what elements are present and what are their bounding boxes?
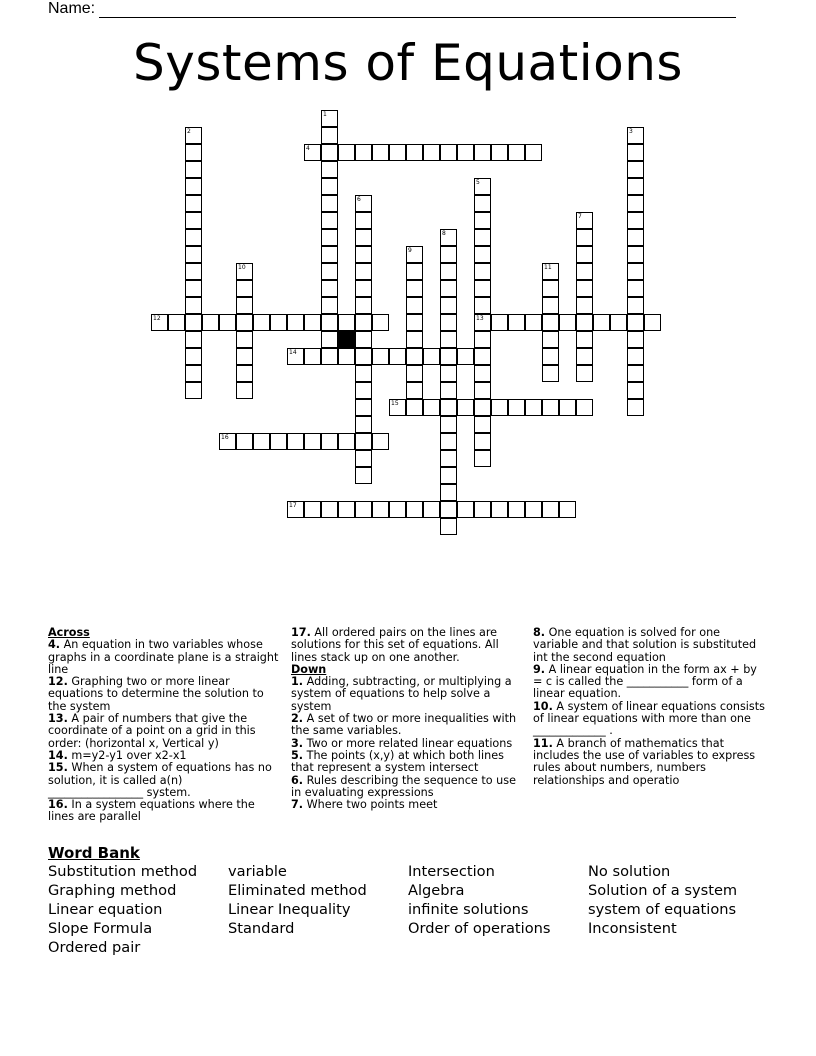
puzzle-cell[interactable]: [457, 501, 474, 518]
puzzle-cell[interactable]: [440, 484, 457, 501]
puzzle-cell[interactable]: [304, 348, 321, 365]
clue-across-12: 12. Graphing two or more linear equations to determine the solution to the system: [48, 675, 264, 713]
word-bank-column-4: [588, 862, 737, 938]
puzzle-cell[interactable]: [236, 331, 253, 348]
clue-number: 16: [221, 434, 229, 441]
puzzle-cell[interactable]: [440, 246, 457, 263]
puzzle-cell[interactable]: [355, 246, 372, 263]
puzzle-cell[interactable]: [474, 450, 491, 467]
puzzle-cell[interactable]: [355, 433, 372, 450]
puzzle-cell[interactable]: [321, 297, 338, 314]
down-heading: Down: [291, 662, 327, 676]
puzzle-cell[interactable]: [423, 348, 440, 365]
puzzle-cell[interactable]: [270, 314, 287, 331]
clue-across-14: 14. m=y2-y1 over x2-x1: [48, 748, 187, 762]
puzzle-cell[interactable]: [287, 348, 304, 365]
puzzle-cell[interactable]: [389, 348, 406, 365]
clue-number: 11: [544, 264, 552, 271]
puzzle-cell[interactable]: [508, 501, 525, 518]
clue-number: 3: [629, 128, 633, 135]
puzzle-cell[interactable]: [474, 297, 491, 314]
puzzle-cell[interactable]: [236, 314, 253, 331]
puzzle-cell[interactable]: [440, 144, 457, 161]
puzzle-cell[interactable]: [287, 433, 304, 450]
puzzle-cell[interactable]: [321, 127, 338, 144]
clue-down-2: 2. A set of two or more inequalities with the same variables.: [291, 712, 517, 738]
clue-number: 10: [238, 264, 246, 271]
clue-down-5: 5. The points (x,y) at which both lines that represent a system intersect: [291, 748, 504, 775]
puzzle-cell[interactable]: [355, 195, 372, 212]
puzzle-cell[interactable]: [185, 127, 202, 144]
puzzle-cell[interactable]: [389, 399, 406, 416]
clue-across-13: 13. A pair of numbers that give the coordinate of a point on a grid in this order: (horizontal x, Vertical y): [48, 712, 256, 750]
puzzle-cell[interactable]: [627, 161, 644, 178]
puzzle-cell[interactable]: [372, 314, 389, 331]
puzzle-cell[interactable]: [474, 433, 491, 450]
puzzle-cell[interactable]: [185, 297, 202, 314]
puzzle-cell[interactable]: [627, 195, 644, 212]
clue-down-10: 10. A system of linear equations consists of linear equations with more than one _____________ .: [533, 699, 765, 738]
puzzle-cell[interactable]: [355, 365, 372, 382]
clue-number: 12: [153, 315, 161, 322]
puzzle-cell[interactable]: [627, 331, 644, 348]
puzzle-cell[interactable]: [576, 348, 593, 365]
puzzle-cell[interactable]: [355, 331, 372, 348]
puzzle-cell[interactable]: [151, 314, 168, 331]
puzzle-cell[interactable]: [491, 144, 508, 161]
puzzle-cell[interactable]: [542, 399, 559, 416]
puzzle-cell[interactable]: [321, 246, 338, 263]
puzzle-cell[interactable]: [185, 365, 202, 382]
word-bank-item: Substitution method: [48, 863, 198, 880]
puzzle-cell[interactable]: [525, 399, 542, 416]
puzzle-cell[interactable]: [321, 161, 338, 178]
puzzle-cell[interactable]: [355, 212, 372, 229]
clues-column-3: [533, 627, 765, 787]
word-bank-item: Ordered pair: [48, 939, 141, 956]
clue-number: 4: [306, 145, 310, 152]
clue-number: 2: [187, 128, 191, 135]
puzzle-cell[interactable]: [338, 314, 355, 331]
puzzle-cell[interactable]: [627, 144, 644, 161]
puzzle-cell[interactable]: [304, 314, 321, 331]
word-bank-column-1: [48, 862, 197, 957]
puzzle-cell[interactable]: [253, 433, 270, 450]
word-bank-item: Inconsistent: [588, 920, 677, 937]
puzzle-cell[interactable]: [406, 399, 423, 416]
word-bank-title: Word Bank: [48, 844, 140, 862]
word-bank-item: infinite solutions: [408, 901, 529, 918]
puzzle-cell[interactable]: [627, 399, 644, 416]
clue-number: 14: [289, 349, 297, 356]
puzzle-cell[interactable]: [576, 399, 593, 416]
puzzle-cell[interactable]: [185, 212, 202, 229]
puzzle-cell[interactable]: [440, 382, 457, 399]
puzzle-cell[interactable]: [474, 331, 491, 348]
puzzle-cell[interactable]: [321, 331, 338, 348]
puzzle-cell[interactable]: [440, 365, 457, 382]
puzzle-cell[interactable]: [355, 348, 372, 365]
puzzle-cell[interactable]: [559, 314, 576, 331]
word-bank-item: Standard: [228, 920, 295, 937]
puzzle-cell[interactable]: [508, 399, 525, 416]
word-bank-item: Linear Inequality: [228, 901, 351, 918]
puzzle-cell[interactable]: [406, 331, 423, 348]
puzzle-cell[interactable]: [355, 229, 372, 246]
clue-number: 1: [323, 111, 327, 118]
puzzle-cell[interactable]: [355, 382, 372, 399]
puzzle-cell[interactable]: [474, 212, 491, 229]
puzzle-cell[interactable]: [321, 229, 338, 246]
puzzle-cell[interactable]: [321, 212, 338, 229]
puzzle-cell[interactable]: [236, 348, 253, 365]
puzzle-cell[interactable]: [474, 501, 491, 518]
puzzle-cell[interactable]: [474, 416, 491, 433]
puzzle-cell[interactable]: [219, 433, 236, 450]
puzzle-cell[interactable]: [542, 297, 559, 314]
puzzle-cell[interactable]: [185, 314, 202, 331]
puzzle-cell[interactable]: [627, 365, 644, 382]
puzzle-cell[interactable]: [389, 144, 406, 161]
puzzle-cell[interactable]: [474, 178, 491, 195]
word-bank-item: Solution of a system: [588, 882, 738, 899]
puzzle-cell[interactable]: [627, 263, 644, 280]
puzzle-cell[interactable]: [525, 501, 542, 518]
clues-column-1: [48, 627, 280, 824]
clue-number: 6: [357, 196, 361, 203]
puzzle-cell[interactable]: [219, 314, 236, 331]
puzzle-cell[interactable]: [355, 501, 372, 518]
puzzle-cell[interactable]: [474, 348, 491, 365]
puzzle-cell[interactable]: [576, 314, 593, 331]
across-heading: Across: [48, 626, 90, 639]
puzzle-cell[interactable]: [576, 229, 593, 246]
word-bank-item: Slope Formula: [48, 920, 153, 937]
puzzle-cell[interactable]: [185, 382, 202, 399]
puzzle-cell[interactable]: [440, 467, 457, 484]
word-bank-item: No solution: [588, 863, 671, 880]
puzzle-cell[interactable]: [474, 399, 491, 416]
puzzle-cell[interactable]: [236, 382, 253, 399]
puzzle-cell[interactable]: [457, 399, 474, 416]
name-label: Name:: [48, 0, 96, 17]
puzzle-cell[interactable]: [644, 314, 661, 331]
puzzle-cell[interactable]: [321, 501, 338, 518]
puzzle-cell[interactable]: [423, 501, 440, 518]
puzzle-cell[interactable]: [542, 365, 559, 382]
puzzle-cell[interactable]: [321, 195, 338, 212]
puzzle-cell[interactable]: [627, 246, 644, 263]
puzzle-cell[interactable]: [440, 399, 457, 416]
puzzle-cell[interactable]: [457, 144, 474, 161]
puzzle-cell[interactable]: [474, 246, 491, 263]
puzzle-cell[interactable]: [525, 314, 542, 331]
puzzle-cell[interactable]: [406, 280, 423, 297]
clue-number: 8: [442, 230, 446, 237]
puzzle-cell[interactable]: [440, 348, 457, 365]
puzzle-cell[interactable]: [304, 433, 321, 450]
puzzle-cell[interactable]: [355, 144, 372, 161]
clue-number: 15: [391, 400, 399, 407]
puzzle-cell[interactable]: [542, 331, 559, 348]
word-bank-item: Intersection: [408, 863, 495, 880]
clue-across-4: 4. An equation in two variables whose graphs in a coordinate plane is a straight line: [48, 638, 279, 676]
puzzle-cell[interactable]: [474, 229, 491, 246]
puzzle-cell[interactable]: [474, 280, 491, 297]
puzzle-cell[interactable]: [627, 229, 644, 246]
puzzle-cell[interactable]: [542, 314, 559, 331]
puzzle-cell[interactable]: [185, 195, 202, 212]
puzzle-cell[interactable]: [627, 280, 644, 297]
puzzle-cell[interactable]: [525, 144, 542, 161]
puzzle-cell[interactable]: [508, 314, 525, 331]
puzzle-cell[interactable]: [440, 297, 457, 314]
puzzle-cell[interactable]: [355, 297, 372, 314]
puzzle-cell[interactable]: [576, 263, 593, 280]
puzzle-cell[interactable]: [355, 399, 372, 416]
puzzle-cell[interactable]: [304, 501, 321, 518]
puzzle-cell[interactable]: [236, 263, 253, 280]
puzzle-cell[interactable]: [440, 263, 457, 280]
puzzle-cell[interactable]: [474, 365, 491, 382]
puzzle-cell[interactable]: [491, 314, 508, 331]
puzzle-cell[interactable]: [236, 297, 253, 314]
puzzle-cell[interactable]: [389, 501, 406, 518]
clue-down-11: 11. A branch of mathematics that includes the use of variables to express rules about numbers, numbers relationships and operatio: [533, 736, 756, 787]
puzzle-cell[interactable]: [185, 144, 202, 161]
clue-down-1: 1. Adding, subtracting, or multiplying a system of equations to help solve a system: [291, 675, 512, 713]
puzzle-cell[interactable]: [440, 518, 457, 535]
puzzle-cell[interactable]: [406, 365, 423, 382]
clue-number: 13: [476, 315, 484, 322]
puzzle-cell[interactable]: [406, 144, 423, 161]
puzzle-cell[interactable]: [474, 144, 491, 161]
puzzle-cell[interactable]: [321, 110, 338, 127]
puzzle-cell[interactable]: [406, 501, 423, 518]
clue-number: 5: [476, 179, 480, 186]
puzzle-cell[interactable]: [355, 416, 372, 433]
puzzle-cell[interactable]: [542, 263, 559, 280]
puzzle-cell[interactable]: [338, 348, 355, 365]
puzzle-cell[interactable]: [440, 331, 457, 348]
puzzle-cell[interactable]: [304, 144, 321, 161]
puzzle-cell[interactable]: [185, 229, 202, 246]
puzzle-cell[interactable]: [321, 263, 338, 280]
word-bank-item: Graphing method: [48, 882, 177, 899]
puzzle-cell[interactable]: [423, 399, 440, 416]
puzzle-cell[interactable]: [236, 365, 253, 382]
puzzle-cell[interactable]: [576, 212, 593, 229]
puzzle-cell[interactable]: [321, 144, 338, 161]
puzzle-cell[interactable]: [440, 229, 457, 246]
puzzle-cell[interactable]: [185, 161, 202, 178]
puzzle-cell[interactable]: [627, 382, 644, 399]
puzzle-cell[interactable]: [474, 382, 491, 399]
puzzle-cell[interactable]: [287, 314, 304, 331]
puzzle-cell[interactable]: [576, 297, 593, 314]
puzzle-cell[interactable]: [185, 178, 202, 195]
puzzle-cell[interactable]: [627, 297, 644, 314]
word-bank-item: Order of operations: [408, 920, 551, 937]
puzzle-cell[interactable]: [338, 501, 355, 518]
puzzle-cell[interactable]: [627, 212, 644, 229]
puzzle-cell[interactable]: [423, 144, 440, 161]
puzzle-cell[interactable]: [440, 433, 457, 450]
puzzle-cell[interactable]: [576, 280, 593, 297]
puzzle-cell[interactable]: [559, 399, 576, 416]
puzzle-cell[interactable]: [440, 450, 457, 467]
clue-down-8: 8. One equation is solved for one variable and that solution is substituted int the second equation: [533, 626, 757, 664]
puzzle-cell[interactable]: [270, 433, 287, 450]
puzzle-cell[interactable]: [185, 280, 202, 297]
puzzle-cell[interactable]: [321, 178, 338, 195]
puzzle-cell[interactable]: [372, 348, 389, 365]
word-bank-item: Linear equation: [48, 901, 163, 918]
puzzle-cell[interactable]: [474, 195, 491, 212]
puzzle-cell[interactable]: [185, 331, 202, 348]
puzzle-cell[interactable]: [440, 280, 457, 297]
puzzle-cell[interactable]: [627, 314, 644, 331]
clue-number: 17: [289, 502, 297, 509]
puzzle-cell[interactable]: [321, 280, 338, 297]
puzzle-cell[interactable]: [338, 144, 355, 161]
clue-down-3: 3. Two or more related linear equations: [291, 736, 513, 750]
puzzle-cell[interactable]: [440, 416, 457, 433]
puzzle-cell[interactable]: [185, 263, 202, 280]
puzzle-cell[interactable]: [627, 348, 644, 365]
puzzle-cell[interactable]: [627, 178, 644, 195]
puzzle-cell[interactable]: [321, 433, 338, 450]
puzzle-cell[interactable]: [236, 433, 253, 450]
puzzle-cell[interactable]: [202, 314, 219, 331]
puzzle-cell[interactable]: [321, 348, 338, 365]
puzzle-cell[interactable]: [338, 433, 355, 450]
clue-down-9: 9. A linear equation in the form ax + by = c is called the ___________ form of a linear equation.: [533, 662, 757, 701]
puzzle-cell[interactable]: [440, 314, 457, 331]
clue-down-7: 7. Where two points meet: [291, 798, 438, 812]
puzzle-cell[interactable]: [253, 314, 270, 331]
clues-column-2: [291, 627, 523, 811]
clue-across-15: 15. When a system of equations has no solution, it is called a(n) _________________ system.: [48, 761, 272, 799]
puzzle-cell[interactable]: [372, 433, 389, 450]
clue-down-6: 6. Rules describing the sequence to use in evaluating expressions: [291, 773, 516, 799]
puzzle-cell[interactable]: [627, 127, 644, 144]
puzzle-cell[interactable]: [457, 348, 474, 365]
puzzle-cell[interactable]: [406, 263, 423, 280]
puzzle-cell[interactable]: [474, 263, 491, 280]
puzzle-cell[interactable]: [406, 297, 423, 314]
puzzle-cell[interactable]: [542, 280, 559, 297]
puzzle-cell[interactable]: [355, 467, 372, 484]
puzzle-cell[interactable]: [542, 348, 559, 365]
black-square: [338, 331, 355, 348]
puzzle-cell[interactable]: [559, 501, 576, 518]
clue-number: 7: [578, 213, 582, 220]
puzzle-cell[interactable]: [474, 314, 491, 331]
puzzle-cell[interactable]: [355, 263, 372, 280]
clue-across-16: 16. In a system equations where the lines are parallel: [48, 798, 255, 824]
clue-across-17: 17. All ordered pairs on the lines are solutions for this set of equations. All lines stack up on one another.: [291, 626, 499, 664]
puzzle-cell[interactable]: [406, 246, 423, 263]
puzzle-cell[interactable]: [355, 314, 372, 331]
puzzle-cell[interactable]: [355, 450, 372, 467]
puzzle-cell[interactable]: [355, 280, 372, 297]
puzzle-cell[interactable]: [185, 348, 202, 365]
puzzle-cell[interactable]: [406, 314, 423, 331]
word-bank-item: system of equations: [588, 901, 737, 918]
puzzle-cell[interactable]: [372, 501, 389, 518]
word-bank-column-3: [408, 862, 551, 938]
puzzle-cell[interactable]: [610, 314, 627, 331]
word-bank-item: Algebra: [408, 882, 465, 899]
puzzle-cell[interactable]: [491, 399, 508, 416]
puzzle-cell[interactable]: [440, 501, 457, 518]
clue-number: 9: [408, 247, 412, 254]
puzzle-cell[interactable]: [576, 331, 593, 348]
puzzle-cell[interactable]: [491, 501, 508, 518]
puzzle-cell[interactable]: [576, 246, 593, 263]
word-bank-item: variable: [228, 863, 287, 880]
puzzle-cell[interactable]: [508, 144, 525, 161]
puzzle-cell[interactable]: [406, 348, 423, 365]
puzzle-cell[interactable]: [372, 144, 389, 161]
puzzle-cell[interactable]: [236, 280, 253, 297]
puzzle-cell[interactable]: [287, 501, 304, 518]
page-title: Systems of Equations: [133, 34, 683, 92]
puzzle-cell[interactable]: [576, 365, 593, 382]
puzzle-cell[interactable]: [542, 501, 559, 518]
puzzle-cell[interactable]: [185, 246, 202, 263]
word-bank-item: Eliminated method: [228, 882, 367, 899]
puzzle-cell[interactable]: [406, 382, 423, 399]
puzzle-cell[interactable]: [321, 314, 338, 331]
puzzle-cell[interactable]: [593, 314, 610, 331]
word-bank-column-2: [228, 862, 367, 938]
puzzle-cell[interactable]: [168, 314, 185, 331]
